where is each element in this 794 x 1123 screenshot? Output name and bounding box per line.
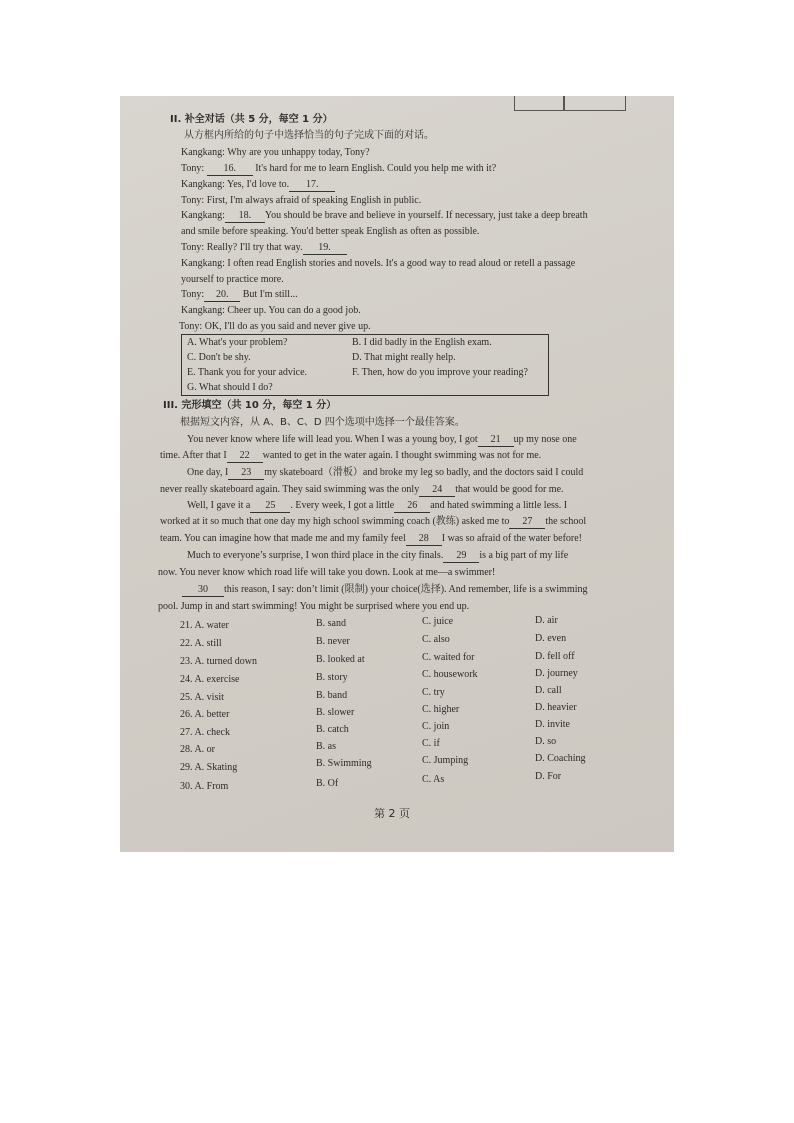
passage-line: now. You never know which road life will take you down. Look at me—a swimmer! [158, 567, 496, 578]
option-b: B. I did badly in the English exam. [352, 337, 492, 348]
option-a: A. What's your problem? [187, 337, 288, 348]
blank-28[interactable]: 28 [406, 533, 442, 546]
choice-option[interactable]: B. looked at [316, 654, 365, 665]
exam-page-photo [120, 96, 674, 852]
blank-24[interactable]: 24 [419, 484, 455, 497]
choice-option[interactable]: D. journey [535, 668, 578, 679]
choice-option[interactable]: 28. A. or [180, 744, 215, 755]
choice-option[interactable]: B. story [316, 672, 348, 683]
choice-option[interactable]: C. also [422, 634, 450, 645]
dialogue-line: Kangkang: 18. You should be brave and believe in yourself. If necessary, just take a deep breath [181, 210, 588, 221]
dialogue-line: Kangkang: Yes, I'd love to. 17. [181, 179, 335, 192]
options-box [181, 334, 549, 396]
passage-line: never really skateboard again. They said swimming was the only 24 that would be good for me. [160, 484, 564, 495]
dialogue-line: Tony: 16. It's hard for me to learn English. Could you help me with it? [181, 163, 497, 174]
choice-option[interactable]: B. Of [316, 778, 339, 789]
blank-21[interactable]: 21 [478, 434, 514, 447]
choice-option[interactable]: 26. A. better [180, 709, 230, 720]
section3-instruction: 根据短文内容，从 A、B、C、D 四个选项中选择一个最佳答案。 [180, 417, 465, 428]
choice-option[interactable]: D. air [535, 615, 558, 626]
option-e: E. Thank you for your advice. [187, 367, 308, 378]
blank-18[interactable]: 18. [225, 210, 265, 223]
choice-option[interactable]: 23. A. turned down [180, 656, 257, 667]
dialogue-line: Kangkang: Cheer up. You can do a good job. [181, 305, 361, 316]
score-box [514, 96, 626, 111]
choice-option[interactable]: D. invite [535, 719, 570, 730]
blank-27[interactable]: 27 [509, 516, 545, 529]
choice-option[interactable]: 22. A. still [180, 638, 222, 649]
blank-26[interactable]: 26 [394, 500, 430, 513]
choice-option[interactable]: D. fell off [535, 651, 575, 662]
passage-line: 30 this reason, I say: don’t limit (限制) your choice(选择). And remember, life is a swimming [182, 584, 588, 597]
option-d: D. That might really help. [352, 352, 456, 363]
blank-23[interactable]: 23 [228, 467, 264, 480]
blank-30[interactable]: 30 [182, 584, 224, 597]
choice-option[interactable]: B. band [316, 690, 348, 701]
option-f: F. Then, how do you improve your reading? [352, 367, 528, 378]
blank-20[interactable]: 20. [204, 289, 240, 302]
choice-option[interactable]: D. For [535, 771, 562, 782]
choice-option[interactable]: B. catch [316, 724, 349, 735]
dialogue-line: Kangkang: I often read English stories and novels. It's a good way to read aloud or retell a passage [181, 258, 576, 269]
choice-option[interactable]: 30. A. From [180, 781, 229, 792]
choice-option[interactable]: 21. A. water [180, 620, 229, 631]
choice-option[interactable]: C. higher [422, 704, 460, 715]
blank-25[interactable]: 25 [250, 500, 290, 513]
option-c: C. Don't be shy. [187, 352, 251, 363]
choice-option[interactable]: D. even [535, 633, 567, 644]
choice-option[interactable]: C. housework [422, 669, 478, 680]
passage-line: time. After that I 22 wanted to get in the water again. I thought swimming was not for me. [160, 450, 542, 461]
choice-option[interactable]: D. Coaching [535, 753, 586, 764]
dialogue-line: Tony: Really? I'll try that way. 19. [181, 242, 347, 255]
choice-option[interactable]: 24. A. exercise [180, 674, 240, 685]
choice-option[interactable]: C. As [422, 774, 445, 785]
option-g: G. What should I do? [187, 382, 273, 393]
dialogue-line: and smile before speaking. You'd better speak English as often as possible. [181, 226, 480, 237]
section3-heading: III. 完形填空（共 10 分，每空 1 分） [163, 400, 337, 411]
page-number: 第 2 页 [374, 807, 410, 820]
passage-line: One day, I 23 my skateboard（滑板）and broke my leg so badly, and the doctors said I could [187, 467, 584, 478]
blank-16[interactable]: 16. [207, 163, 253, 176]
choice-option[interactable]: C. if [422, 738, 440, 749]
blank-29[interactable]: 29 [443, 550, 479, 563]
choice-option[interactable]: 27. A. check [180, 727, 230, 738]
choice-option[interactable]: B. slower [316, 707, 355, 718]
choice-option[interactable]: D. so [535, 736, 557, 747]
choice-option[interactable]: C. juice [422, 616, 454, 627]
choice-option[interactable]: B. sand [316, 618, 346, 629]
blank-22[interactable]: 22 [227, 450, 263, 463]
blank-17[interactable]: 17. [289, 179, 335, 192]
passage-line: Well, I gave it a 25 . Every week, I got a little 26 and hated swimming a little less. I [187, 500, 568, 511]
choice-option[interactable]: C. join [422, 721, 450, 732]
dialogue-line: Tony: First, I'm always afraid of speaking English in public. [181, 195, 422, 206]
passage-line: Much to everyone’s surprise, I won third place in the city finals. 29 is a big part of my life [187, 550, 569, 561]
dialogue-line: Tony: 20. But I'm still... [181, 289, 298, 300]
section2-instruction: 从方框内所给的句子中选择恰当的句子完成下面的对话。 [184, 130, 434, 141]
choice-option[interactable]: B. Swimming [316, 758, 372, 769]
passage-line: team. You can imagine how that made me and my family feel 28 I was so afraid of the water before! [160, 533, 582, 544]
choice-option[interactable]: C. try [422, 687, 445, 698]
choice-option[interactable]: C. Jumping [422, 755, 469, 766]
passage-line: You never know where life will lead you. When I was a young boy, I got 21 up my nose one [187, 434, 577, 445]
passage-line: worked at it so much that one day my high school swimming coach (教练) asked me to 27 the school [160, 516, 587, 527]
dialogue-line: Tony: OK, I'll do as you said and never give up. [179, 321, 371, 332]
choice-option[interactable]: 29. A. Skating [180, 762, 238, 773]
section2-heading: II. 补全对话（共 5 分，每空 1 分） [170, 114, 333, 125]
dialogue-line: Kangkang: Why are you unhappy today, Tony? [181, 147, 370, 158]
choice-option[interactable]: 25. A. visit [180, 692, 224, 703]
choice-option[interactable]: D. call [535, 685, 562, 696]
dialogue-line: yourself to practice more. [181, 274, 284, 285]
choice-option[interactable]: D. heavier [535, 702, 577, 713]
passage-line: pool. Jump in and start swimming! You might be surprised where you end up. [158, 601, 470, 612]
choice-option[interactable]: C. waited for [422, 652, 475, 663]
blank-19[interactable]: 19. [303, 242, 347, 255]
choice-option[interactable]: B. never [316, 636, 350, 647]
choice-option[interactable]: B. as [316, 741, 336, 752]
